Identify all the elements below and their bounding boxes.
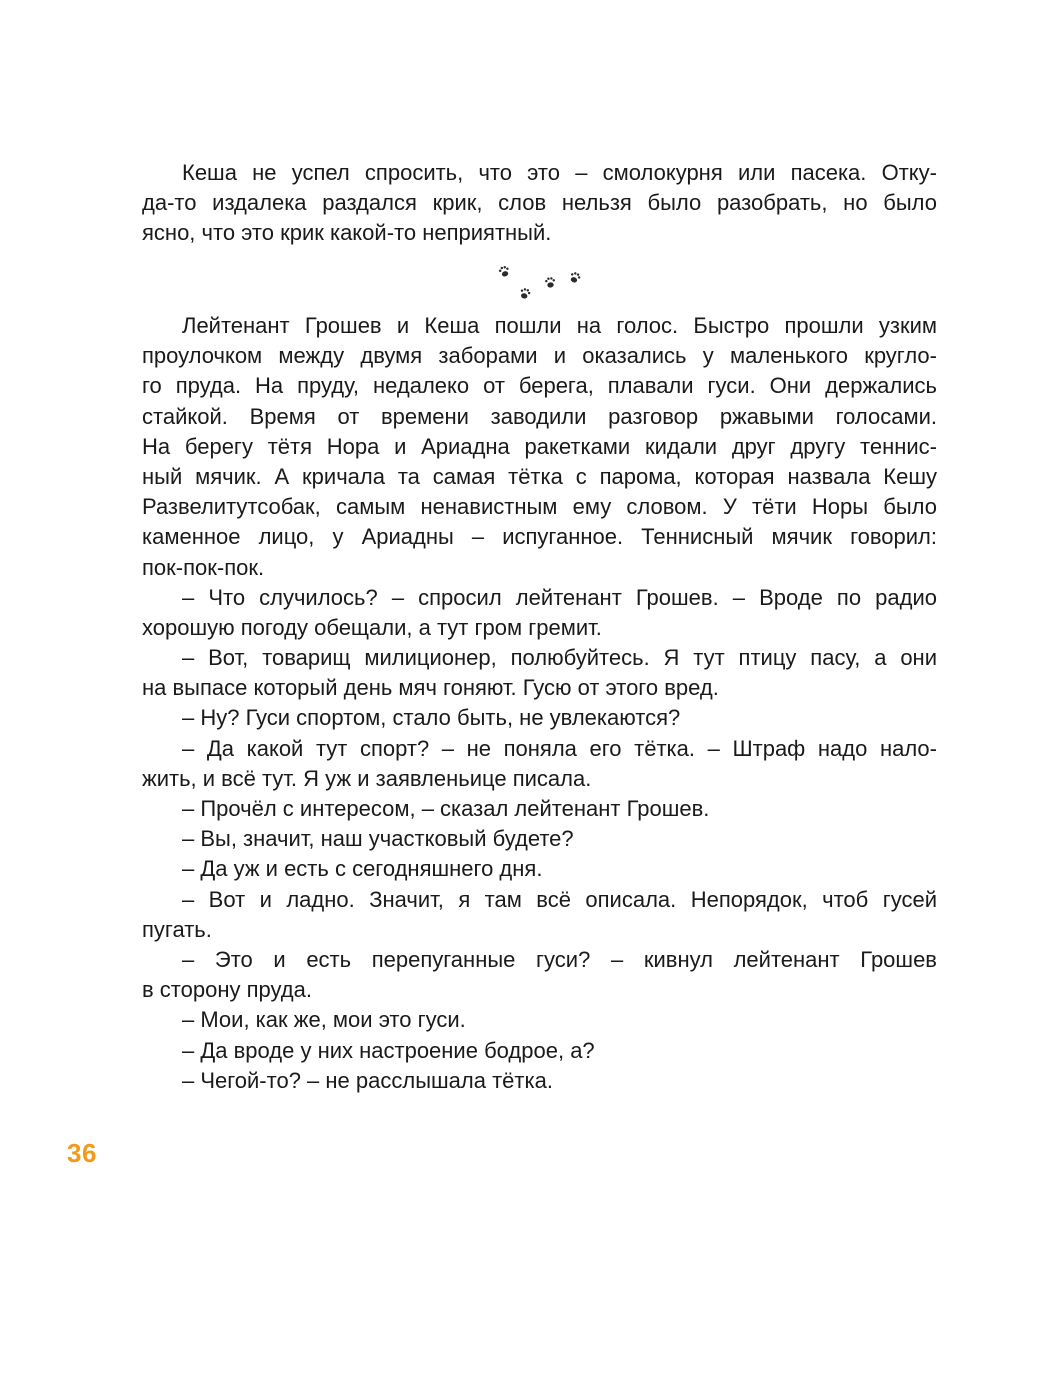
text-line: хорошую погоду обещали, а тут гром гремит. <box>142 614 602 640</box>
text-line: Кеша не успел спросить, что это – смолокурня или пасека. Отку- <box>182 160 937 185</box>
text-line: Лейтенант Грошев и Кеша пошли на голос. Быстро прошли узким <box>182 313 937 338</box>
dialogue-line: – Чегой-то? – не расслышала тётка. <box>182 1067 553 1093</box>
dialogue-line: – Это и есть перепуганные гуси? – кивнул лейтенант Грошев <box>182 946 937 972</box>
dialogue-line: – Да уж и есть с сегодняшнего дня. <box>182 856 543 882</box>
dialogue-line: – Мои, как же, мои это гуси. <box>182 1007 466 1033</box>
paw-print-icon <box>569 271 582 284</box>
paw-prints-icon <box>490 262 590 304</box>
text-line: жить, и всё тут. Я уж и заявленьице писала. <box>142 765 592 791</box>
page-number: 36 <box>67 1138 97 1168</box>
dialogue-line: – Да вроде у них настроение бодрое, а? <box>182 1037 595 1063</box>
text-line: ясно, что это крик какой-то неприятный. <box>142 220 552 246</box>
text-line: в сторону пруда. <box>142 977 312 1003</box>
main-text <box>142 311 937 1096</box>
text-line: да-то издалека раздался крик, слов нельзя было разобрать, но было <box>142 190 937 216</box>
top-paragraph <box>142 158 937 249</box>
text-line: проулочком между двумя заборами и оказались у маленького кругло- <box>142 343 937 369</box>
text-line: стайкой. Время от времени заводили разговор ржавыми голосами. <box>142 403 937 429</box>
dialogue-line: – Вот и ладно. Значит, я там всё описала. Непорядок, чтоб гусей <box>182 886 937 912</box>
text-line: пок-пок-пок. <box>142 554 265 580</box>
dialogue-line: – Что случилось? – спросил лейтенант Грошев. – Вроде по радио <box>182 584 937 610</box>
paw-print-icon <box>498 265 511 278</box>
text-line: пугать. <box>142 916 212 942</box>
dialogue-line: – Прочёл с интересом, – сказал лейтенант Грошев. <box>182 796 710 821</box>
dialogue-line: – Вы, значит, наш участковый будете? <box>182 826 574 852</box>
dialogue-line: – Вот, товарищ милиционер, полюбуйтесь. Я тут птицу пасу, а они <box>182 645 937 671</box>
text-line: каменное лицо, у Ариадны – испуганное. Теннисный мячик говорил: <box>142 524 937 550</box>
text-line: На берегу тётя Нора и Ариадна ракетками кидали друг другу теннис- <box>142 433 937 459</box>
text-line: на выпасе который день мяч гоняют. Гусю от этого вред. <box>142 675 719 701</box>
text-line: го пруда. На пруду, недалеко от берега, плавали гуси. Они держались <box>142 373 937 399</box>
dialogue-line: – Да какой тут спорт? – не поняла его тётка. – Штраф надо нало- <box>182 735 937 761</box>
text-line: Развелитутсобак, самым ненавистным ему словом. У тёти Норы было <box>142 494 937 520</box>
paw-print-icon <box>519 287 531 300</box>
dialogue-line: – Ну? Гуси спортом, стало быть, не увлекаются? <box>182 705 681 731</box>
text-line: ный мячик. А кричала та самая тётка с парома, которая назвала Кешу <box>142 463 937 489</box>
paw-print-icon <box>545 276 557 288</box>
